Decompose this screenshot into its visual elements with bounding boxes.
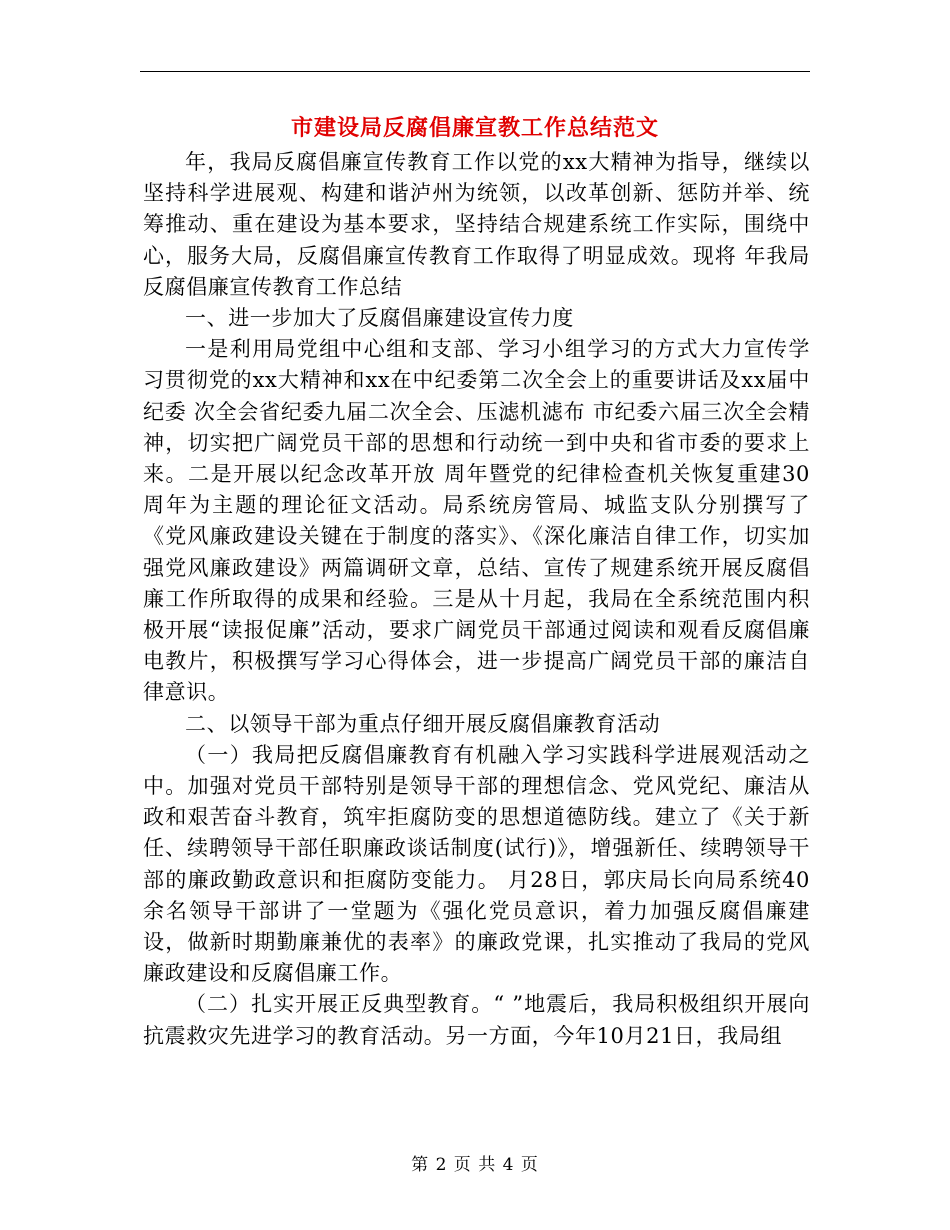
- page-number: 第 2 页 共 4 页: [411, 1155, 539, 1175]
- header-rule: [140, 71, 810, 72]
- paragraph-subsection-2: （二）扎实开展正反典型教育。“ ”地震后，我局积极组织开展向抗震救灾先进学习的教育活动。另一方面，今年10月21日，我局组: [143, 992, 810, 1048]
- section-heading-1: 一、进一步加大了反腐倡廉建设宣传力度: [185, 306, 574, 331]
- document-title: 市建设局反腐倡廉宣教工作总结范文: [290, 115, 659, 141]
- paragraph-subsection-1: （一）我局把反腐倡廉教育有机融入学习实践科学进展观活动之中。加强对党员干部特别是领导干部的理想信念、党风党纪、廉洁从政和艰苦奋斗教育，筑牢拒腐防变的思想道德防线。建立了《关于新任、续聘领导干部任职廉政谈话制度(试行)》，增强新任、续聘领导干部的廉政勤政意识和拒腐防变能力。 月28日，郭庆局长向局系统40余名领导干部讲了一堂题为《强化党员意识，着力加强反腐倡廉建设，做新时期勤廉兼优的表率》的廉政党课，扎实推动了我局的党风廉政建设和反腐倡廉工作。: [143, 742, 810, 986]
- paragraph-intro: 年，我局反腐倡廉宣传教育工作以党的xx大精神为指导，继续以坚持科学进展观、构建和谐泸州为统领，以改革创新、惩防并举、统筹推动、重在建设为基本要求，坚持结合规建系统工作实际，围绕中心，服务大局，反腐倡廉宣传教育工作取得了明显成效。现将 年我局反腐倡廉宣传教育工作总结: [143, 150, 810, 299]
- section-heading-2: 二、以领导干部为重点仔细开展反腐倡廉教育活动: [185, 711, 661, 736]
- paragraph-section-1: 一是利用局党组中心组和支部、学习小组学习的方式大力宣传学习贯彻党的xx大精神和xx在中纪委第二次全会上的重要讲话及xx届中纪委 次全会省纪委九届二次全会、压滤机滤布 市纪委六届三次全会精神，切实把广阔党员干部的思想和行动统一到中央和省市委的要求上来。二是开展以纪念改革开放 周年暨党的纪律检查机关恢复重建30 周年为主题的理论征文活动。局系统房管局、城监支队分别撰写了《党风廉政建设关键在于制度的落实》、《深化廉洁自律工作，切实加强党风廉政建设》两篇调研文章，总结、宣传了规建系统开展反腐倡廉工作所取得的成果和经验。三是从十月起，我局在全系统范围内积极开展“读报促廉”活动，要求广阔党员干部通过阅读和观看反腐倡廉电教片，积极撰写学习心得体会，进一步提高广阔党员干部的廉洁自律意识。: [143, 337, 810, 705]
- document-body: [143, 147, 810, 1052]
